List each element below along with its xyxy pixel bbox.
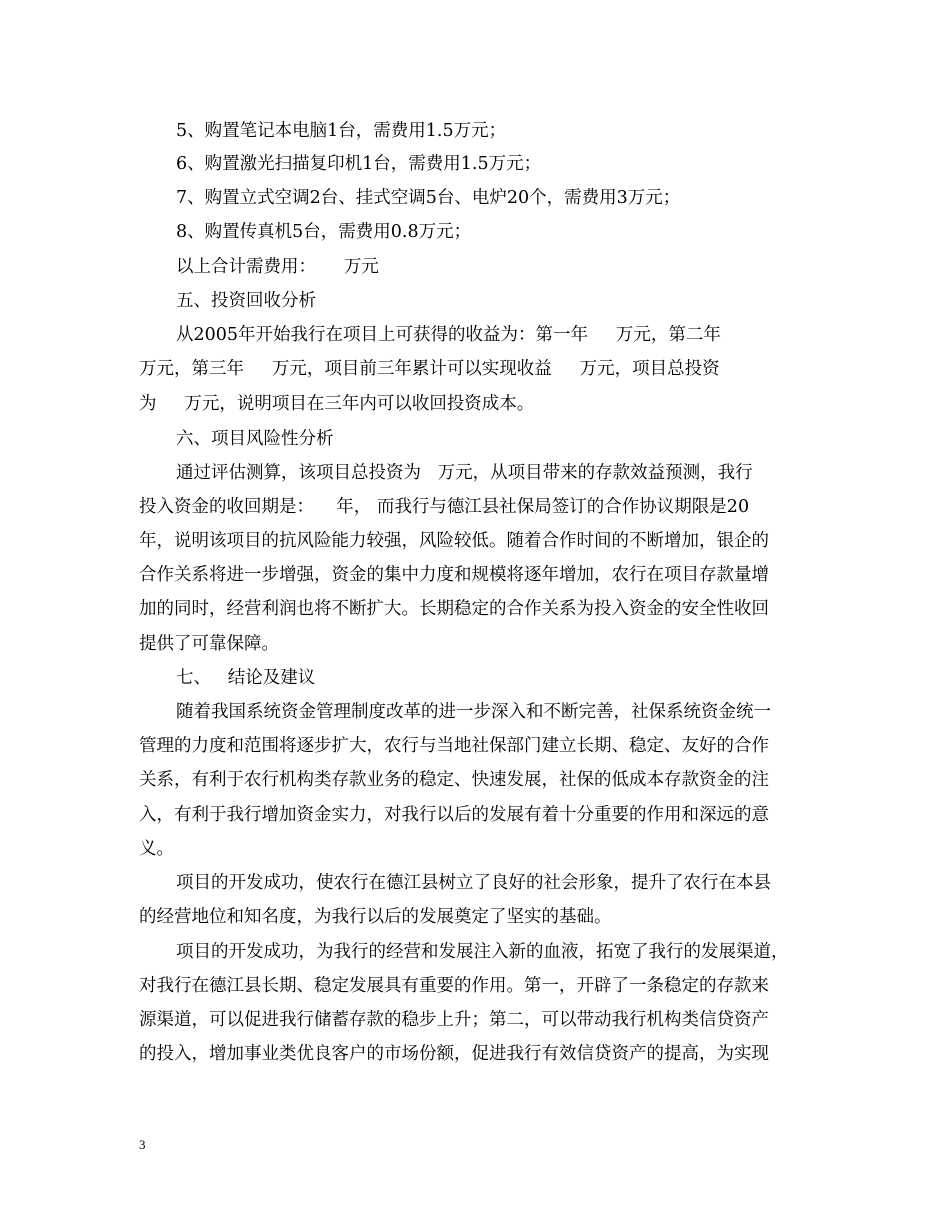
- section-heading: 五、投资回收分析: [176, 291, 316, 311]
- text-line: 投入资金的收回期是： 年， 而我行与德江县社保局签订的合作协议期限是20: [139, 497, 750, 517]
- text-line: 的投入，增加事业类优良客户的市场份额，促进我行有效信贷资产的提高，为实现: [139, 1044, 769, 1064]
- text-line: 的经营地位和知名度，为我行以后的发展奠定了坚实的基础。: [139, 907, 612, 927]
- text-line: 7、购置立式空调2台、挂式空调5台、电炉20个，需费用3万元；: [176, 188, 681, 208]
- text-line: 随着我国系统资金管理制度改革的进一步深入和不断完善，社保系统资金统一: [176, 702, 771, 722]
- text-line: 加的同时，经营利润也将不断扩大。长期稳定的合作关系为投入资金的安全性收回: [139, 599, 769, 619]
- text-line: 义。: [139, 839, 174, 859]
- text-line: 提供了可靠保障。: [139, 634, 279, 654]
- text-line: 6、购置激光扫描复印机1台，需费用1.5万元；: [176, 154, 542, 174]
- text-line: 通过评估测算，该项目总投资为 万元，从项目带来的存款效益预测，我行: [176, 463, 753, 483]
- page-number: 3: [139, 1137, 146, 1152]
- text-line: 管理的力度和范围将逐步扩大，农行与当地社保部门建立长期、稳定、友好的合作: [139, 736, 769, 756]
- text-line: 以上合计需费用： 万元: [176, 257, 379, 277]
- text-line: 源渠道，可以促进我行储蓄存款的稳步上升；第二，可以带动我行机构类信贷资产: [139, 1010, 769, 1030]
- text-line: 从2005年开始我行在项目上可获得的收益为：第一年 万元，第二年: [176, 325, 721, 345]
- text-line: 对我行在德江县长期、稳定发展具有重要的作用。第一，开辟了一条稳定的存款来: [139, 976, 769, 996]
- text-line: 合作关系将进一步增强，资金的集中力度和规模将逐年增加，农行在项目存款量增: [139, 565, 769, 585]
- text-line: 关系，有利于农行机构类存款业务的稳定、快速发展，社保的低成本存款资金的注: [139, 770, 769, 790]
- section-heading: 七、 结论及建议: [176, 668, 316, 688]
- section-heading: 六、项目风险性分析: [176, 429, 334, 449]
- text-line: 8、购置传真机5台，需费用0.8万元；: [176, 222, 472, 242]
- text-line: 年，说明该项目的抗风险能力较强，风险较低。随着合作时间的不断增加，银企的: [139, 531, 769, 551]
- text-line: 5、购置笔记本电脑1台，需费用1.5万元；: [176, 121, 507, 141]
- text-line: 入，有利于我行增加资金实力，对我行以后的发展有着十分重要的作用和深远的意: [139, 805, 769, 825]
- text-line: 项目的开发成功，使农行在德江县树立了良好的社会形象，提升了农行在本县: [176, 873, 771, 893]
- text-line: 项目的开发成功，为我行的经营和发展注入新的血液，拓宽了我行的发展渠道，: [176, 942, 789, 962]
- text-line: 为 万元，说明项目在三年内可以收回投资成本。: [139, 394, 535, 414]
- text-line: 万元，第三年 万元，项目前三年累计可以实现收益 万元，项目总投资: [139, 359, 720, 379]
